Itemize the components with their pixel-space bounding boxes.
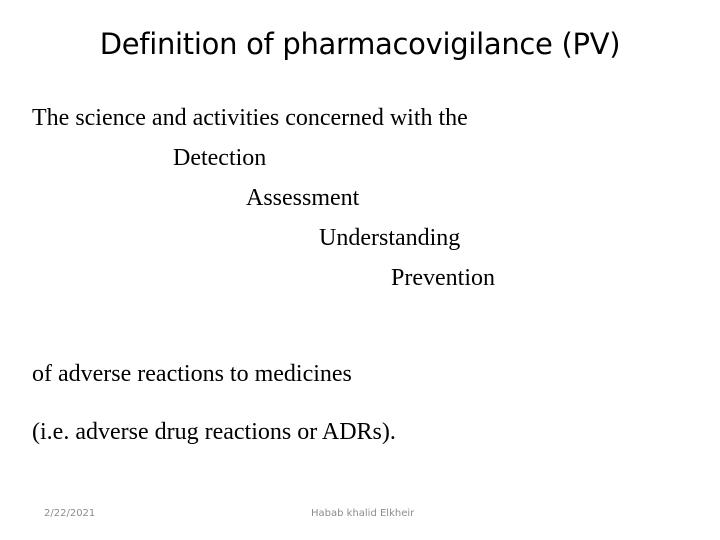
activity-item-prevention: Prevention — [391, 265, 495, 291]
footer-date: 2/22/2021 — [44, 508, 96, 519]
slide-title: Definition of pharmacovigilance (PV) — [99, 27, 621, 61]
definition-outro-line-1: of adverse reactions to medicines — [32, 361, 352, 387]
definition-intro: The science and activities concerned with the — [32, 105, 468, 131]
footer-author: Habab khalid Elkheir — [311, 508, 415, 519]
activity-item-detection: Detection — [173, 145, 267, 171]
definition-outro-line-2: (i.e. adverse drug reactions or ADRs). — [32, 419, 396, 445]
activity-item-assessment: Assessment — [246, 185, 360, 211]
activity-item-understanding: Understanding — [319, 225, 461, 251]
